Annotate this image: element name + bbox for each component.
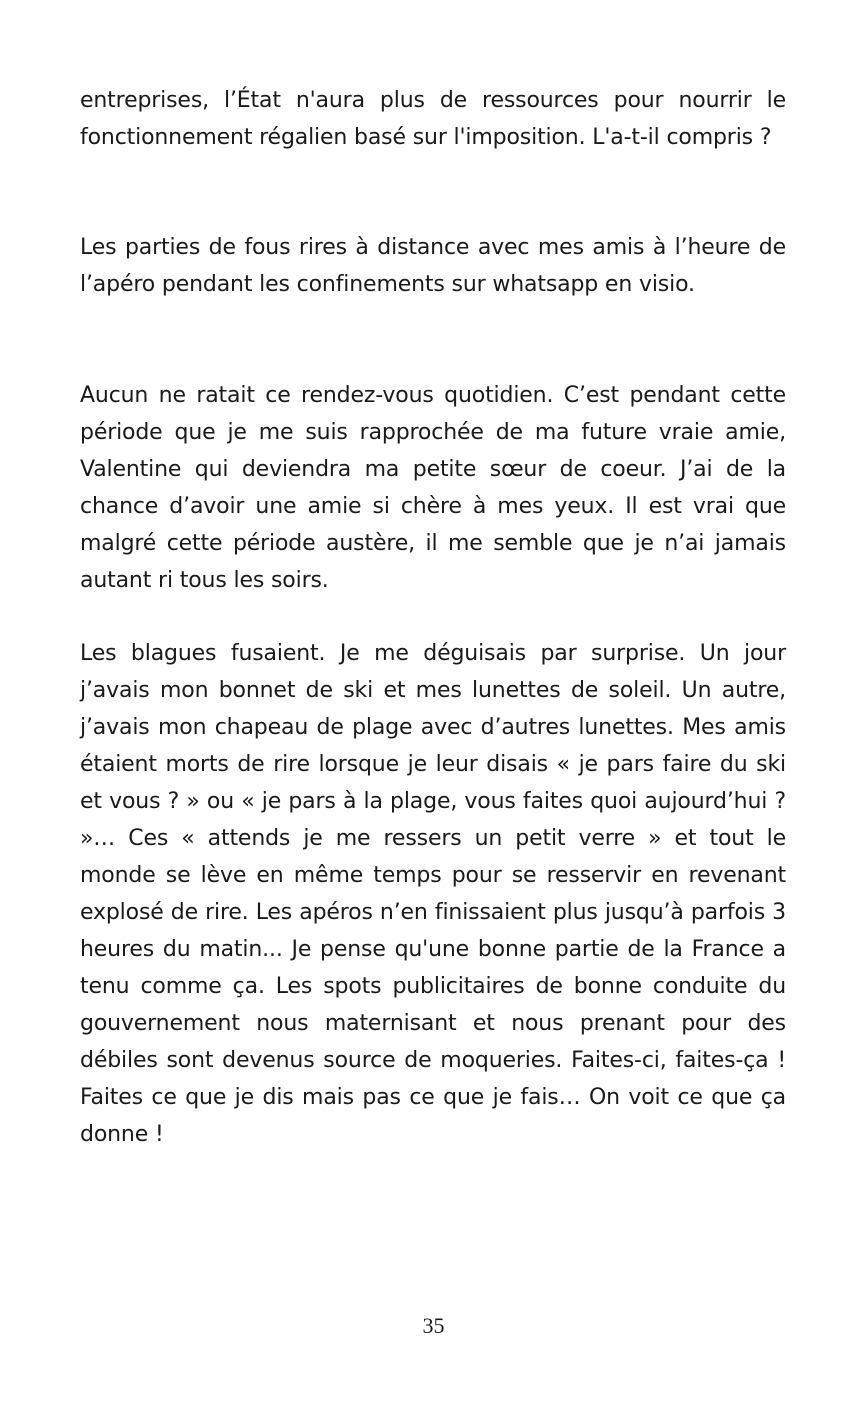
paragraph-2: Les parties de fous rires à distance avec mes amis à l’heure de l’apéro pendant les confinements sur whatsapp en visio. <box>80 235 786 297</box>
page-number: 35 <box>422 1313 445 1338</box>
paragraph-4: Les blagues fusaient. Je me déguisais par surprise. Un jour j’avais mon bonnet de ski et mes lunettes de soleil. Un autre, j’avais mon chapeau de plage avec d’autres lunettes. Mes amis étaient morts de rire lorsque je leur disais « je pars faire du ski et vous ? » ou « je pars à la plage, vous faites quoi aujourd’hui ? »… Ces « attends je me ressers un petit verre » et tout le monde se lève en même temps pour se resservir en revenant explosé de rire. Les apéros n’en finissaient plus jusqu’à parfois 3 heures du matin... Je pense qu'une bonne partie de la France a tenu comme ça. Les spots publicitaires de bonne conduite du gouvernement nous maternisant et nous prenant pour des débiles sont devenus source de moqueries. Faites-ci, faites-ça ! Faites ce que je dis mais pas ce que je fais… On voit ce que ça donne ! <box>80 641 786 1147</box>
paragraph-3: Aucun ne ratait ce rendez-vous quotidien. C’est pendant cette période que je me suis rapprochée de ma future vraie amie, Valentine qui deviendra ma petite sœur de coeur. J’ai de la chance d’avoir une amie si chère à mes yeux. Il est vrai que malgré cette période austère, il me semble que je n’ai jamais autant ri tous les soirs. <box>80 383 786 593</box>
paragraph-1: entreprises, l’État n'aura plus de ressources pour nourrir le fonctionnement régalien basé sur l'imposition. L'a-t-il compris ? <box>80 88 786 150</box>
